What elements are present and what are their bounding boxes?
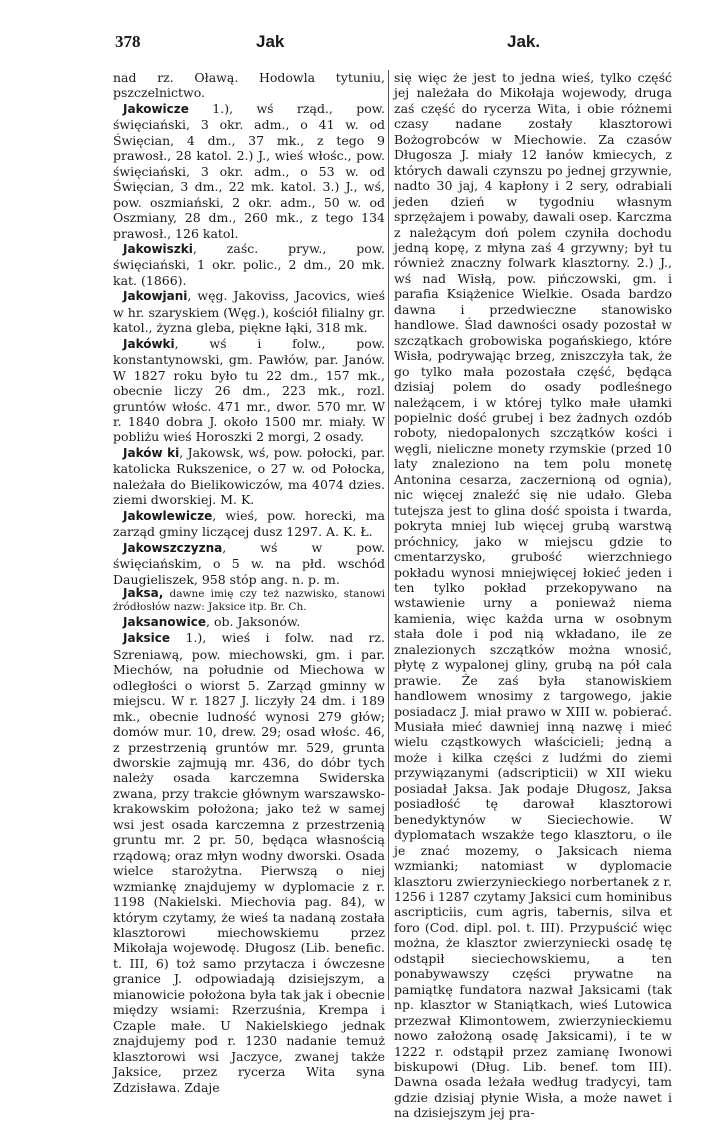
entry-headword: Jakówki bbox=[123, 336, 175, 351]
entry-text: , wieś, pow. horecki, ma zarząd gminy liczącej dusz 1297. A. K. Ł. bbox=[113, 507, 385, 540]
left-column bbox=[113, 70, 385, 1095]
entry-headword: Jaksa, bbox=[123, 585, 164, 600]
entry-headword: Jakowiszki bbox=[123, 241, 193, 256]
entry-headword: Jakowjani bbox=[123, 289, 188, 304]
dictionary-entry bbox=[113, 241, 385, 288]
paragraph-continuation bbox=[113, 70, 385, 101]
dictionary-entry bbox=[113, 614, 385, 630]
dictionary-entry bbox=[113, 630, 385, 1095]
right-column bbox=[394, 70, 672, 1121]
dictionary-entry bbox=[113, 508, 385, 540]
dictionary-entry bbox=[113, 336, 385, 445]
dictionary-entry bbox=[113, 540, 385, 587]
page-header bbox=[0, 32, 720, 58]
entry-text: nad rz. Oławą. Hodowla tytuniu, pszczelnictwo. bbox=[113, 70, 385, 101]
entry-headword: Jaksice bbox=[123, 631, 171, 646]
dictionary-entry bbox=[113, 445, 385, 508]
entry-text: 1.), wś rząd., pow. święciański, 3 okr. adm., o 41 w. od Święcian, 4 dm., 37 mk., z tego 9 prawosł., 28 katol. 2.) J., wieś włośc., pow. święciański, 3 okr. adm., o 53 w. od Święcian, 3 dm., 22 mk. katol. 3.) J., wś, pow. oszmiański, 2 okr. adm., 50 w. od Oszmiany, 28 dm., 260 mk., z tego 134 prawosł., 126 katol. bbox=[113, 100, 385, 241]
column-divider bbox=[388, 70, 389, 1000]
dictionary-entry bbox=[113, 101, 385, 241]
page-number: 378 bbox=[115, 32, 141, 51]
dictionary-entry bbox=[113, 288, 385, 335]
entry-text: się więc że jest to jedna wieś, tylko część jej należała do Mikołaja wojewody, druga zaś część do rycerza Wita, i obie różnemi czasy nadane zostały klasztorowi Bożogrobców w Miechowie. Za czasów Długosza J. miały 12 łanów kmiecych, z których dawali czynszu po jednej grzywnie, nadto 30 jaj, 4 kapłony i 2 sery, odrabiali jeden dzień w tygodniu własnym sprzężajem i powaby, dawali osep. Karczma z należącym doń polem czyniła dochodu jedną kopę, z młyna zaś 4 grzywny; był tu również znaczny folwark klasztorny. 2.) J., wś nad Wisłą, pow. pińczowski, gm. i parafia Książenice Wielkie. Osada bardzo dawna i przedwieczne stanowisko handlowe. Ślad dawności osady pozostał w szczątkach grobowiska pogańskiego, które Wisła, podrywając brzeg, zniszczyła tak, że go tylko mała pozostała część, będąca dzisiaj polem do osady podleśnego należącem, i w której tylko małe ułamki popielnic dość grubej i bez żadnych ozdób roboty, niedopalonych szczątków kości i węgli, nieliczne monety rzymskie (przed 10 laty znaleziono na tem polu monetę Antonina cesarza, zaczernioną od ognia), nic więcej znaleźć się nie udało. Gleba tutejsza jest to glina dość spoista i twarda, pokryta mniej lub więcej grubą warstwą próchnicy, jako w miejscu gdzie to cmentarzysko, grubość wierzchniego pokładu wynosi mniejwięcej łokieć jeden i ten tylko pokład przekopywano na wstawienie urny a ponieważ niema kamienia, więc każda urna w osobnym stała dole i pod nią wkładano, ile ze znalezionych szczątków można wnosić, płytę z wypalonej gliny, grubą na pół cala prawie. Że zaś była stanowiskiem handlowem wnosimy z targowego, jakie posiadacz J. miał prawo w XIII w. pobierać. Musiała mieć dawniej inną nazwę i mieć wielu cząstkowych właścicieli; jedną a może i kilka części z ludźmi do ziemi przywiązanymi (adscripticii) w XII wieku posiadał Jaksa. Jak podaje Długosz, Jaksa posiadłość tę darował klasztorowi benedyktynów w Sieciechowie. W dyplomatach wszakże tego klasztoru, o ile je znać mozemy, o Jaksicach niema wzmianki; natomiast w dyplomacie klasztoru zwierzynieckiego norbertanek z r. 1256 i 1287 czytamy Jaksici cum hominibus ascripticiis, cum agris, tabernis, silva et foro (Cod. dipl. pol. t. III). Przypuścić więc można, że klasztor zwierzyniecki osadę tę odstąpił sieciechowskiemu, a ten ponabywawszy części prywatne na pamiątkę fundatora nazwał Jaksicami (tak np. klasztor w Staniątkach, wieś Lutowica przezwał Klimontowem, zwierzynieckiemu nowo założoną osadę Jaksicami), i te w 1222 r. odstąpił przez zamianę Iwonowi biskupowi (Dług. Lib. benef. tom III). Dawna osada leżała według tradycyi, tam gdzie dzisiaj płynie Wisła, a może nawet i na dzisiejszym jej pra- bbox=[394, 70, 672, 1121]
entry-text: , wś w pow. święciańskim, o 5 w. na płd. wschód Daugieliszek, 958 stóp ang. n. p. m. bbox=[113, 539, 385, 587]
entry-text: , węg. Jakoviss, Jacovics, wieś w hr. szaryskiem (Węg.), kościół filialny gr. katol., żyzna gleba, piękne łąki, 318 mk. bbox=[113, 288, 385, 336]
entry-text: , zaśc. pryw., pow. święciański, 1 okr. polic., 2 dm., 20 mk. kat. (1866). bbox=[113, 240, 385, 288]
entry-text: , Jakowsk, wś, pow. połocki, par. katolicka Rukszenice, o 27 w. od Połocka, należała do Bielikowiczów, ma 4074 dzies. ziemi dworskiej. M. K. bbox=[113, 444, 385, 508]
dictionary-entry bbox=[113, 587, 385, 614]
entry-text: 1.), wieś i folw. nad rz. Szreniawą, pow. miechowski, gm. i par. Miechów, na południe od Miechowa w odległości o wiorst 5. Zarząd gminny w miejscu. W r. 1827 J. liczyły 24 dm. i 189 mk., obecnie ludność wynosi 279 głów; domów mur. 10, drew. 29; osad włośc. 46, z przestrzenią gruntów mr. 529, grunta dworskie zajmują mr. 436, do dóbr tych należy osada karczemna Swiderska zwana, przy trakcie głównym warszawsko-krakowskim położona; jako też w samej wsi jest osada karczemna z przestrzenią gruntu mr. 2 pr. 50, będąca własnością rządową; oraz młyn wodny dworski. Osada wielce starożytna. Pierwszą o niej wzmiankę znajdujemy w dyplomacie z r. 1198 (Nakielski. Miechovia pag. 84), w którym czytamy, że wieś ta nadaną została klasztorowi miechowskiemu przez Mikołaja wojewodę. Długosz (Lib. benefic. t. III, 6) toż samo przytacza i ówczesne granice J. odpowiadają dzisiejszym, a mianowicie położona była tak jak i obecnie między wsiami: Rzerzuśnia, Krempa i Czaple małe. U Nakielskiego jednak znajdujemy pod r. 1230 nadanie temuż klasztorowi wsi Jaczyce, zwanej także Jaksice, przez rycerza Wita syna Zdzisława. Zdaje bbox=[113, 630, 385, 1095]
paragraph-continuation bbox=[394, 70, 672, 1121]
entry-headword: Jakowicze bbox=[123, 101, 189, 116]
entry-headword: Jakowszczyzna bbox=[123, 540, 223, 555]
entry-text: dawne imię czy też nazwisko, stanowi źródłosłów nazw: Jaksice itp. Br. Ch. bbox=[113, 587, 385, 613]
running-head-left: Jak bbox=[256, 32, 285, 51]
running-head-right: Jak. bbox=[507, 32, 541, 51]
entry-headword: Jaków ki bbox=[123, 445, 180, 460]
entry-text: , ob. Jaksonów. bbox=[206, 613, 301, 629]
entry-headword: Jakowlewicze bbox=[123, 508, 213, 523]
entry-headword: Jaksanowice bbox=[123, 614, 207, 629]
entry-text: , wś i folw., pow. konstantynowski, gm. Pawłów, par. Janów. W 1827 roku było tu 22 dm., 157 mk., obecnie liczy 26 dm., 223 mk., rozl. gruntów włośc. 471 mr., dwor. 570 mr. W r. 1840 dobra J. około 1500 mr. miały. W pobliżu wieś Horoszki 2 morgi, 2 osady. bbox=[113, 335, 385, 445]
